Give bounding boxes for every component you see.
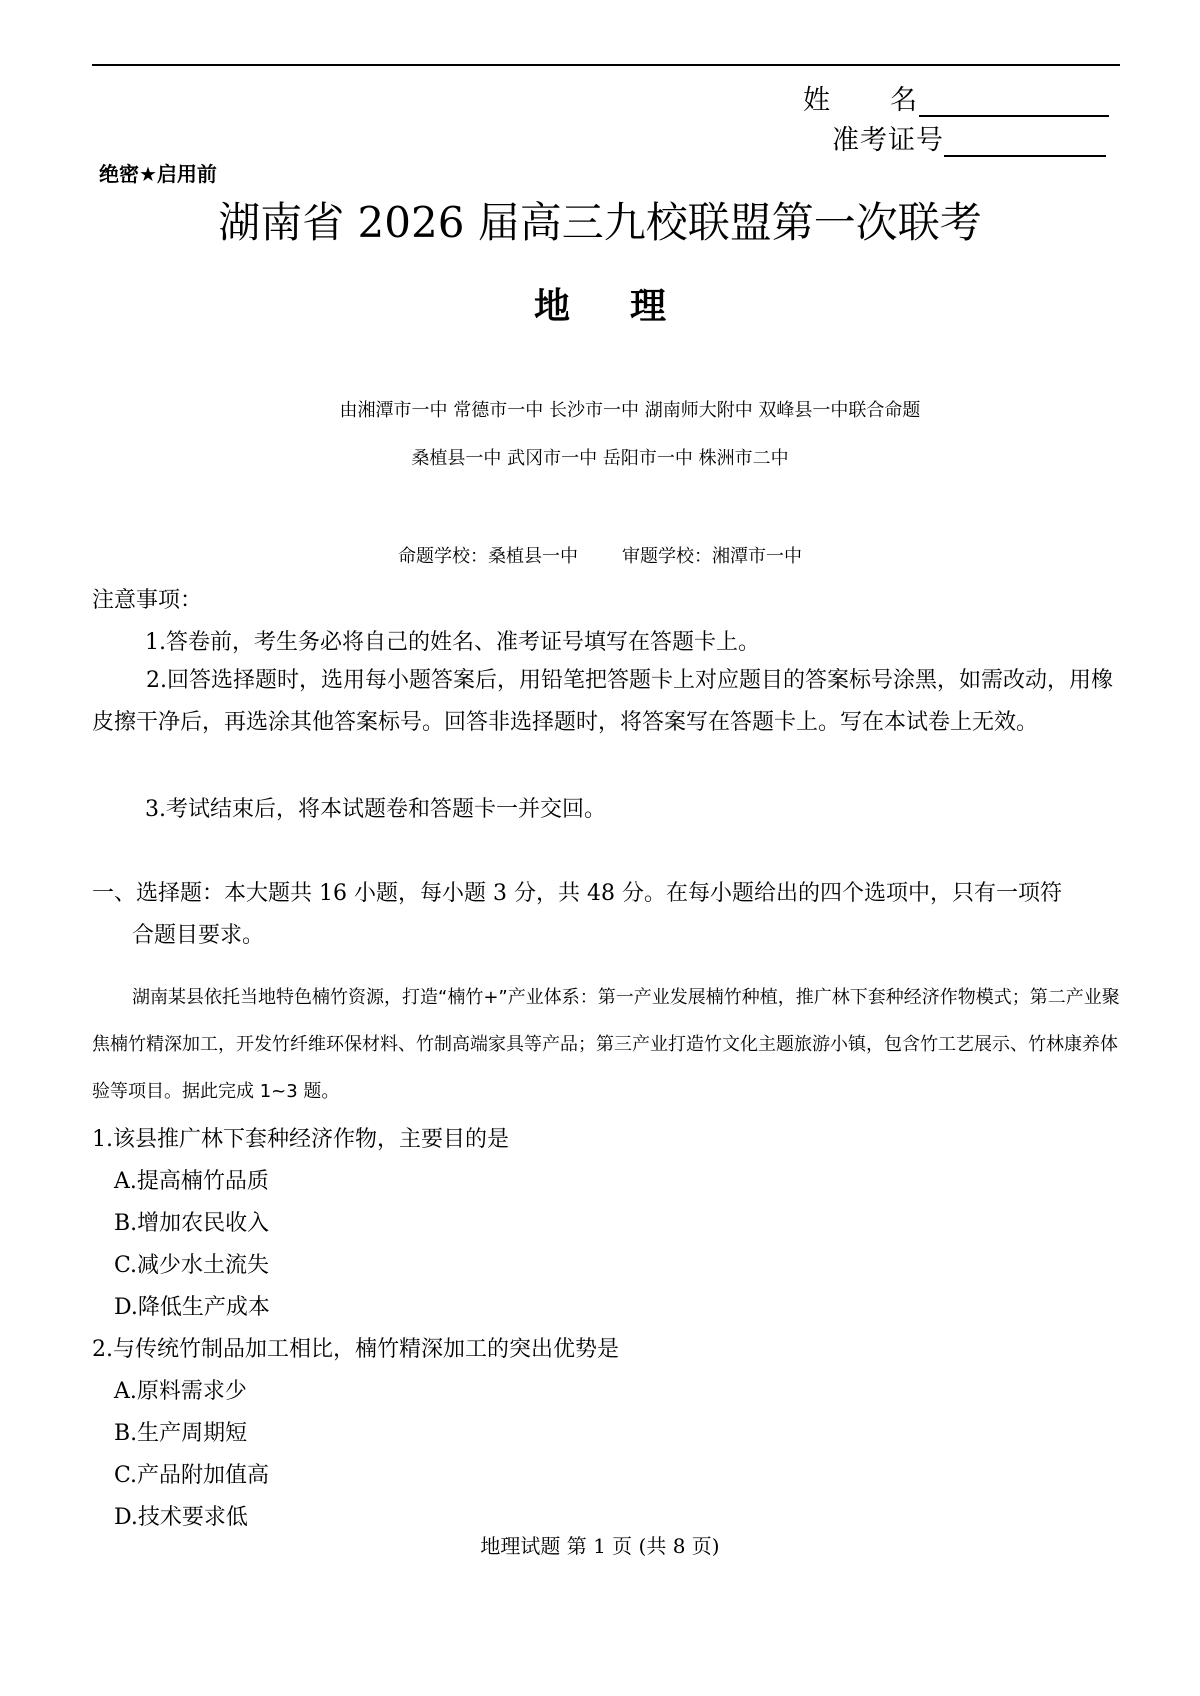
subject-title	[0, 278, 1200, 329]
name-label: 姓 名	[803, 85, 919, 116]
subject-char-2: 理	[630, 285, 667, 327]
reviewer-school: 审题学校：湘潭市一中	[622, 546, 802, 567]
question-2-stem: 2.与传统竹制品加工相比，楠竹精深加工的突出优势是	[92, 1337, 619, 1362]
question-1-option-c: C.减少水土流失	[114, 1253, 270, 1278]
name-field[interactable]	[803, 78, 1109, 117]
question-1-stem: 1.该县推广林下套种经济作物，主要目的是	[92, 1127, 509, 1152]
name-blank[interactable]	[919, 85, 1109, 117]
notice-item-2: 2.回答选择题时，选用每小题答案后，用铅笔把答题卡上对应题目的答案标号涂黑，如需改动，用橡皮擦干净后，再选涂其他答案标号。回答非选择题时，将答案写在答题卡上。写在本试卷上无效。	[92, 668, 1113, 735]
question-2-option-b: B.生产周期短	[114, 1421, 248, 1446]
proposer-school: 命题学校：桑植县一中	[398, 546, 578, 567]
top-rule	[92, 64, 1120, 66]
question-1-option-a: A.提高楠竹品质	[114, 1169, 269, 1194]
confidential-label: 绝密★启用前	[99, 162, 217, 186]
notice-item-1: 1.答卷前，考生务必将自己的姓名、准考证号填写在答题卡上。	[145, 630, 760, 655]
exam-id-label: 准考证号	[832, 125, 944, 156]
exam-id-field[interactable]	[832, 118, 1106, 157]
setters-line	[0, 542, 1200, 568]
question-1-option-d: D.降低生产成本	[114, 1295, 270, 1320]
exam-id-blank[interactable]	[944, 125, 1106, 157]
page-footer: 地理试题 第 1 页 (共 8 页)	[480, 1534, 720, 1558]
subject-char-1: 地	[533, 285, 570, 327]
question-1-option-b: B.增加农民收入	[114, 1211, 270, 1236]
notice-item-3: 3.考试结束后，将本试题卷和答题卡一并交回。	[145, 797, 606, 822]
schools-line-2: 桑植县一中 武冈市一中 岳阳市一中 株洲市二中	[411, 448, 789, 469]
section-heading-line-1: 一、选择题：本大题共 16 小题，每小题 3 分，共 48 分。在每小题给出的四个选项中，只有一项符	[92, 881, 1062, 906]
question-2-option-d: D.技术要求低	[114, 1505, 248, 1530]
schools-line-1: 由湘潭市一中 常德市一中 长沙市一中 湖南师大附中 双峰县一中联合命题	[339, 400, 921, 421]
reading-passage: 湖南某县依托当地特色楠竹资源，打造“楠竹+”产业体系：第一产业发展楠竹种植，推广林下套种经济作物模式；第二产业聚焦楠竹精深加工，开发竹纤维环保材料、竹制高端家具等产品；第三产业打造竹文化主题旅游小镇，包含竹工艺展示、竹林康养体验等项目。据此完成 1~3 题。	[92, 987, 1120, 1102]
section-heading-line-2: 合题目要求。	[132, 923, 265, 948]
section-heading	[92, 873, 1120, 957]
notice-heading: 注意事项：	[92, 588, 203, 613]
question-2-option-a: A.原料需求少	[114, 1379, 247, 1404]
question-2-option-c: C.产品附加值高	[114, 1463, 270, 1488]
exam-title: 湖南省 2026 届高三九校联盟第一次联考	[218, 198, 982, 247]
